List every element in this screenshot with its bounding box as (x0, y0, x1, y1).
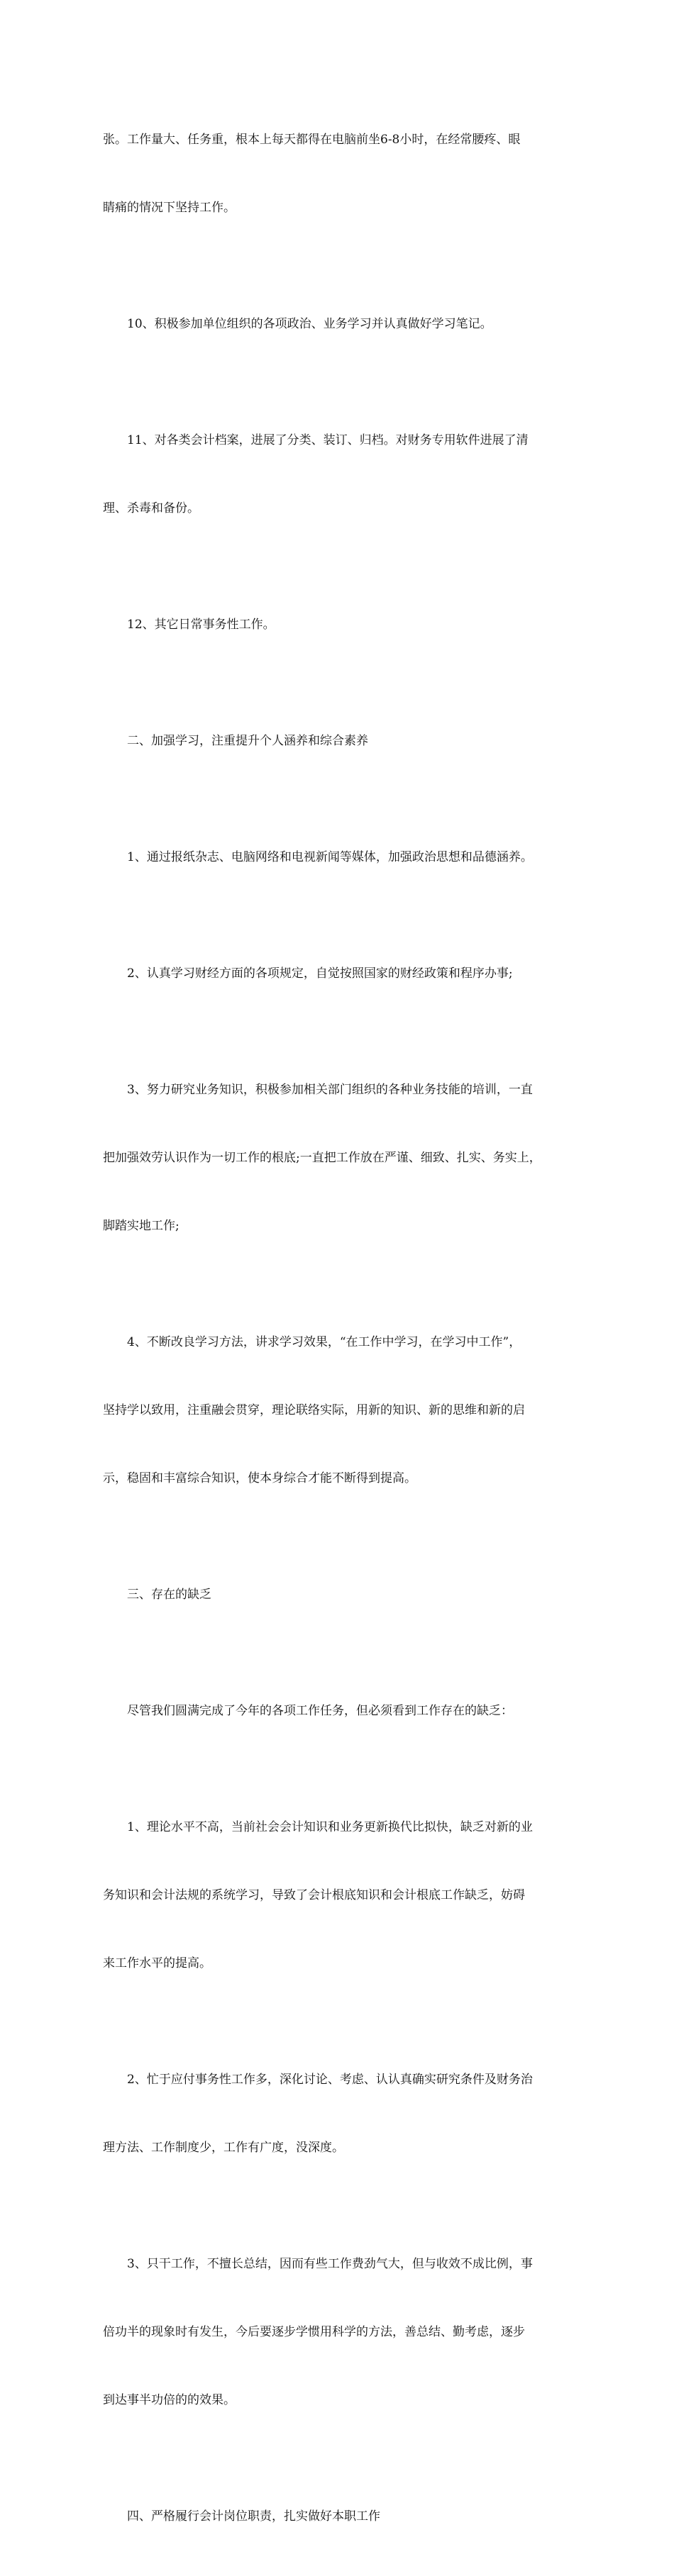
text-line: 4、不断改良学习方法，讲求学习效果，“在工作中学习，在学习中工作”， (127, 1335, 521, 1349)
paragraph-shortcoming-2 (103, 2023, 575, 2204)
text-line: 2、认真学习财经方面的各项规定，自觉按照国家的财经政策和程序办事; (127, 966, 513, 981)
text-line: 3、只干工作，不擅长总结，因而有些工作费劲气大，但与收效不成比例，事 (127, 2257, 533, 2271)
text-line: 12、其它日常事务性工作。 (127, 618, 275, 632)
text-line: 1、通过报纸杂志、电脑网络和电视新闻等媒体，加强政治思想和品德涵养。 (127, 850, 533, 864)
text-line: 来工作水平的提高。 (103, 1956, 211, 1970)
heading-line: 四、严格履行会计岗位职责，扎实做好本职工作 (127, 2509, 380, 2524)
section-heading-2 (103, 684, 575, 798)
section-heading-3 (103, 1538, 575, 1651)
text-line: 3、努力研究业务知识，积极参加相关部门组织的各种业务技能的培训，一直 (127, 1083, 533, 1097)
paragraph-study-1 (103, 801, 575, 914)
paragraph-study-2 (103, 917, 575, 1030)
paragraph-item-12 (103, 568, 575, 681)
text-line: 理、杀毒和备份。 (103, 501, 199, 515)
text-line: 11、对各类会计档案，进展了分类、装订、归档。对财务专用软件进展了清 (127, 433, 529, 447)
paragraph-study-4 (103, 1286, 575, 1535)
text-line: 坚持学以致用，注重融会贯穿，理论联络实际，用新的知识、新的思维和新的启 (103, 1403, 525, 1417)
paragraph-item-11 (103, 384, 575, 565)
text-line: 尽管我们圆满完成了今年的各项工作任务，但必须看到工作存在的缺乏： (127, 1704, 513, 1718)
text-line: 把加强效劳认识作为一切工作的根底;一直把工作放在严谨、细致、扎实、务实上， (103, 1151, 541, 1165)
text-line: 倍功半的现象时有发生，今后要逐步学惯用科学的方法，善总结、勤考虑，逐步 (103, 2325, 525, 2339)
text-line: 到达事半功倍的的效果。 (103, 2393, 236, 2407)
text-line: 脚踏实地工作; (103, 1219, 179, 1233)
paragraph-shortcoming-1 (103, 1771, 575, 2020)
paragraph-shortcomings-intro (103, 1654, 575, 1768)
heading-line: 二、加强学习，注重提升个人涵养和综合素养 (127, 734, 368, 748)
paragraph-continuation (103, 83, 575, 264)
paragraph-study-3 (103, 1033, 575, 1283)
text-line: 2、忙于应付事务性工作多，深化讨论、考虑、认认真确实研究条件及财务治 (127, 2073, 533, 2087)
text-line: 1、理论水平不高，当前社会会计知识和业务更新换代比拟快，缺乏对新的业 (127, 1820, 533, 1834)
heading-line: 三、存在的缺乏 (127, 1588, 211, 1602)
text-line: 睛痛的情况下坚持工作。 (103, 201, 236, 215)
text-line: 务知识和会计法规的系统学习，导致了会计根底知识和会计根底工作缺乏，妨碍 (103, 1888, 525, 1902)
section-heading-4 (103, 2460, 575, 2573)
text-line: 张。工作量大、任务重，根本上每天都得在电脑前坐6-8小时，在经常腰疼、眼 (103, 133, 521, 147)
paragraph-shortcoming-3 (103, 2207, 575, 2457)
text-line: 10、积极参加单位组织的各项政治、业务学习并认真做好学习笔记。 (127, 317, 492, 331)
text-line: 理方法、工作制度少，工作有广度，没深度。 (103, 2141, 344, 2155)
paragraph-item-10 (103, 267, 575, 381)
document-body (103, 83, 575, 2576)
text-line: 示，稳固和丰富综合知识，使本身综合才能不断得到提高。 (103, 1471, 416, 1485)
